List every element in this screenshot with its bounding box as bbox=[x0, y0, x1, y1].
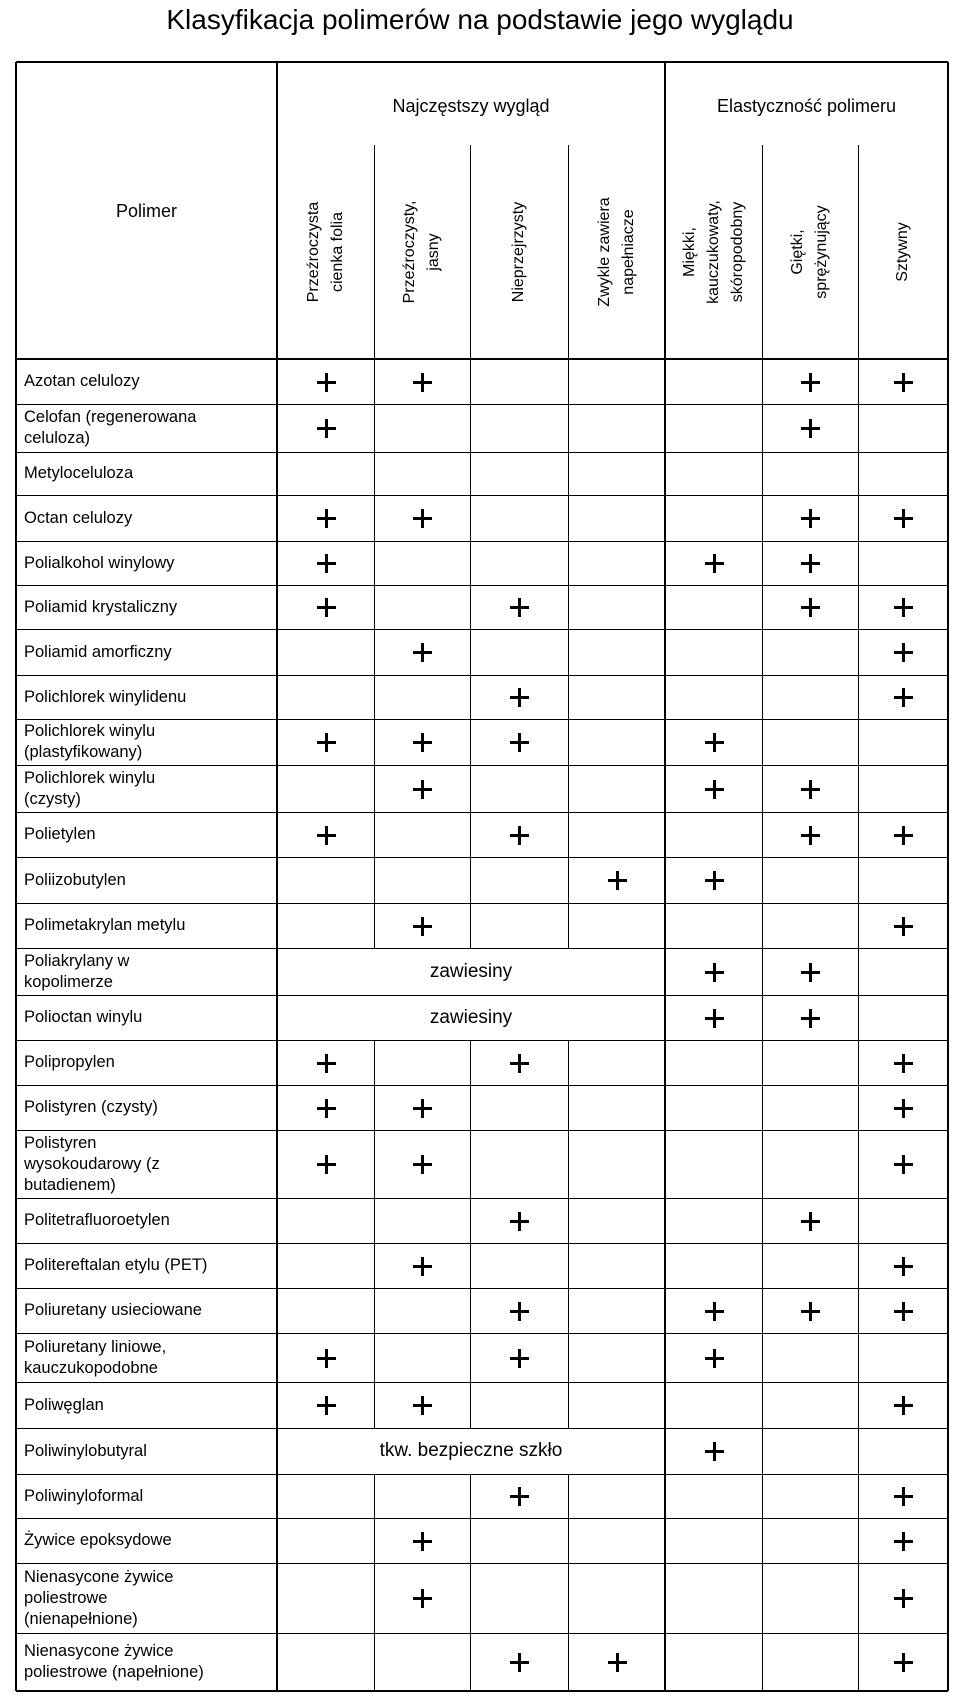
plus-mark bbox=[888, 1583, 918, 1613]
plus-mark bbox=[795, 503, 825, 533]
plus-mark bbox=[407, 1583, 437, 1613]
grid-line bbox=[16, 1040, 948, 1041]
plus-mark bbox=[888, 682, 918, 712]
grid-line bbox=[16, 1085, 948, 1086]
polymer-name: Politetrafluoroetylen bbox=[24, 1211, 170, 1229]
grid-line bbox=[858, 145, 859, 1691]
plus-mark bbox=[888, 820, 918, 850]
plus-mark bbox=[407, 1251, 437, 1281]
plus-mark bbox=[504, 1647, 534, 1677]
plus-mark bbox=[699, 1003, 729, 1033]
plus-mark bbox=[407, 503, 437, 533]
polymer-name: Polichlorek winylidenu bbox=[24, 687, 187, 706]
polymer-name: Poliwinyloformal bbox=[24, 1486, 144, 1505]
polymer-name: Polialkohol winylowy bbox=[24, 553, 175, 572]
plus-mark bbox=[888, 1390, 918, 1420]
page-title: Klasyfikacja polimerów na podstawie jego wyglądu bbox=[166, 4, 794, 35]
plus-mark bbox=[407, 637, 437, 667]
polymer-name: Polioctan winylu bbox=[24, 1008, 143, 1026]
grid-line bbox=[16, 857, 948, 858]
plus-mark bbox=[311, 592, 341, 622]
polymer-name: Polietylen bbox=[24, 825, 96, 843]
plus-mark bbox=[504, 820, 534, 850]
grid-line bbox=[15, 62, 18, 1691]
plus-mark bbox=[699, 865, 729, 895]
grid-line bbox=[16, 1474, 948, 1475]
polymer-name: Polistyren wysokoudarowy (z butadienem) bbox=[24, 1133, 160, 1194]
grid-line bbox=[16, 1288, 948, 1289]
elasticity-group-header: Elastyczność polimeru bbox=[716, 96, 897, 116]
plus-mark bbox=[888, 1296, 918, 1326]
plus-mark bbox=[407, 1390, 437, 1420]
plus-mark bbox=[311, 1093, 341, 1123]
plus-mark bbox=[888, 1149, 918, 1179]
plus-mark bbox=[888, 367, 918, 397]
grid-line bbox=[374, 145, 375, 948]
merged-cell-text: tkw. bezpieczne szkło bbox=[379, 1440, 563, 1461]
grid-line bbox=[762, 145, 763, 1691]
plus-mark bbox=[699, 1296, 729, 1326]
plus-mark bbox=[795, 957, 825, 987]
plus-mark bbox=[888, 911, 918, 941]
grid-line bbox=[947, 62, 950, 1691]
polymer-name: Nienasycone żywice poliestrowe (nienapełnione) bbox=[24, 1567, 174, 1628]
column-header: Zwykle zawiera napełniacze bbox=[595, 197, 637, 307]
grid-line bbox=[16, 1563, 948, 1564]
plus-mark bbox=[407, 911, 437, 941]
plus-mark bbox=[504, 682, 534, 712]
grid-line bbox=[16, 995, 948, 996]
grid-line bbox=[276, 62, 278, 1691]
grid-line bbox=[16, 1243, 948, 1244]
grid-line bbox=[470, 1040, 471, 1428]
grid-line bbox=[16, 1633, 948, 1634]
plus-mark bbox=[504, 1343, 534, 1373]
merged-cell-text: zawiesiny bbox=[429, 960, 513, 982]
grid-line bbox=[16, 1333, 948, 1334]
grid-line bbox=[16, 541, 948, 542]
polymer-name: Poliwinylobutyral bbox=[24, 1441, 147, 1460]
plus-mark bbox=[888, 1048, 918, 1078]
plus-mark bbox=[699, 774, 729, 804]
plus-mark bbox=[888, 637, 918, 667]
plus-mark bbox=[504, 727, 534, 757]
plus-mark bbox=[407, 1149, 437, 1179]
plus-mark bbox=[699, 957, 729, 987]
grid-line bbox=[470, 145, 471, 948]
plus-mark bbox=[888, 592, 918, 622]
grid-line bbox=[16, 1428, 948, 1429]
plus-mark bbox=[699, 548, 729, 578]
plus-mark bbox=[311, 1390, 341, 1420]
grid-line bbox=[16, 495, 948, 496]
grid-line bbox=[16, 452, 948, 453]
plus-mark bbox=[407, 1093, 437, 1123]
polymer-name: Polistyren (czysty) bbox=[24, 1098, 158, 1116]
polymer-name: Poliuretany liniowe, kauczukopodobne bbox=[24, 1337, 167, 1377]
grid-line bbox=[16, 61, 948, 64]
polymer-name: Polipropylen bbox=[24, 1053, 115, 1071]
grid-line bbox=[664, 62, 666, 1691]
appearance-group-header: Najczęstszy wygląd bbox=[392, 96, 550, 116]
plus-mark bbox=[795, 367, 825, 397]
plus-mark bbox=[311, 503, 341, 533]
plus-mark bbox=[311, 367, 341, 397]
plus-mark bbox=[311, 548, 341, 578]
plus-mark bbox=[407, 774, 437, 804]
plus-mark bbox=[795, 1206, 825, 1236]
plus-mark bbox=[795, 1003, 825, 1033]
polymer-name: Poliuretany usieciowane bbox=[24, 1301, 202, 1319]
grid-line bbox=[16, 675, 948, 676]
plus-mark bbox=[888, 1251, 918, 1281]
plus-mark bbox=[888, 503, 918, 533]
grid-line bbox=[16, 765, 948, 766]
plus-mark bbox=[888, 1481, 918, 1511]
grid-line bbox=[568, 145, 569, 948]
plus-mark bbox=[311, 413, 341, 443]
grid-line bbox=[568, 1474, 569, 1691]
plus-mark bbox=[407, 367, 437, 397]
column-header: Przeźroczysty, jasny bbox=[401, 200, 442, 304]
grid-line bbox=[16, 585, 948, 586]
column-header: Sztywny bbox=[894, 222, 911, 282]
polymer-name: Polimetakrylan metylu bbox=[24, 916, 186, 934]
merged-cell-text: zawiesiny bbox=[429, 1006, 513, 1028]
grid-line bbox=[16, 903, 948, 904]
plus-mark bbox=[311, 727, 341, 757]
plus-mark bbox=[888, 1526, 918, 1556]
grid-line bbox=[568, 1040, 569, 1428]
plus-mark bbox=[504, 1296, 534, 1326]
grid-line bbox=[16, 1518, 948, 1519]
grid-line bbox=[16, 629, 948, 630]
plus-mark bbox=[602, 865, 632, 895]
grid-line bbox=[16, 1130, 948, 1131]
polymer-name: Nienasycone żywice poliestrowe (napełnione) bbox=[24, 1642, 204, 1681]
plus-mark bbox=[888, 1647, 918, 1677]
grid-line bbox=[16, 719, 948, 720]
column-header: Nieprzejrzysty bbox=[510, 201, 527, 303]
plus-mark bbox=[311, 1048, 341, 1078]
plus-mark bbox=[311, 820, 341, 850]
polymer-name: Politereftalan etylu (PET) bbox=[24, 1256, 208, 1274]
polymer-name: Octan celulozy bbox=[24, 508, 133, 527]
grid-line bbox=[16, 948, 948, 949]
plus-mark bbox=[407, 727, 437, 757]
polymer-name: Metyloceluloza bbox=[24, 464, 134, 482]
column-header: Giętki, sprężynujący bbox=[789, 205, 830, 299]
grid-line bbox=[16, 1690, 948, 1693]
plus-mark bbox=[795, 413, 825, 443]
grid-line bbox=[16, 1198, 948, 1199]
polymer-name: Polichlorek winylu (czysty) bbox=[24, 768, 156, 808]
grid-line bbox=[16, 404, 948, 405]
plus-mark bbox=[795, 820, 825, 850]
plus-mark bbox=[795, 774, 825, 804]
polymer-header: Polimer bbox=[115, 200, 177, 221]
plus-mark bbox=[407, 1526, 437, 1556]
plus-mark bbox=[795, 592, 825, 622]
polymer-name: Celofan (regenerowana celuloza) bbox=[24, 408, 197, 447]
plus-mark bbox=[311, 1343, 341, 1373]
plus-mark bbox=[795, 1296, 825, 1326]
plus-mark bbox=[888, 1093, 918, 1123]
plus-mark bbox=[699, 1436, 729, 1466]
polymer-name: Żywice epoksydowe bbox=[24, 1531, 172, 1549]
plus-mark bbox=[504, 592, 534, 622]
plus-mark bbox=[504, 1206, 534, 1236]
grid-line bbox=[470, 1474, 471, 1691]
grid-line bbox=[16, 358, 948, 360]
polymer-name: Poliwęglan bbox=[24, 1395, 104, 1414]
polymer-name: Azotan celulozy bbox=[24, 372, 140, 390]
polymer-name: Poliizobutylen bbox=[24, 870, 126, 889]
plus-mark bbox=[504, 1481, 534, 1511]
plus-mark bbox=[602, 1647, 632, 1677]
plus-mark bbox=[504, 1048, 534, 1078]
plus-mark bbox=[311, 1149, 341, 1179]
column-header: Miękki, kauczukowaty, skóropodobny bbox=[680, 200, 746, 304]
polymer-name: Poliamid amorficzny bbox=[24, 642, 172, 661]
grid-line bbox=[374, 1040, 375, 1428]
polymer-name: Polichlorek winylu (plastyfikowany) bbox=[24, 722, 156, 761]
plus-mark bbox=[699, 727, 729, 757]
grid-line bbox=[16, 1382, 948, 1383]
polymer-name: Poliakrylany w kopolimerze bbox=[24, 951, 130, 991]
plus-mark bbox=[699, 1343, 729, 1373]
grid-line bbox=[374, 1474, 375, 1691]
column-header: Przeźroczysta cienka folia bbox=[304, 201, 346, 303]
plus-mark bbox=[795, 548, 825, 578]
grid-line bbox=[16, 812, 948, 813]
polymer-name: Poliamid krystaliczny bbox=[24, 597, 178, 616]
